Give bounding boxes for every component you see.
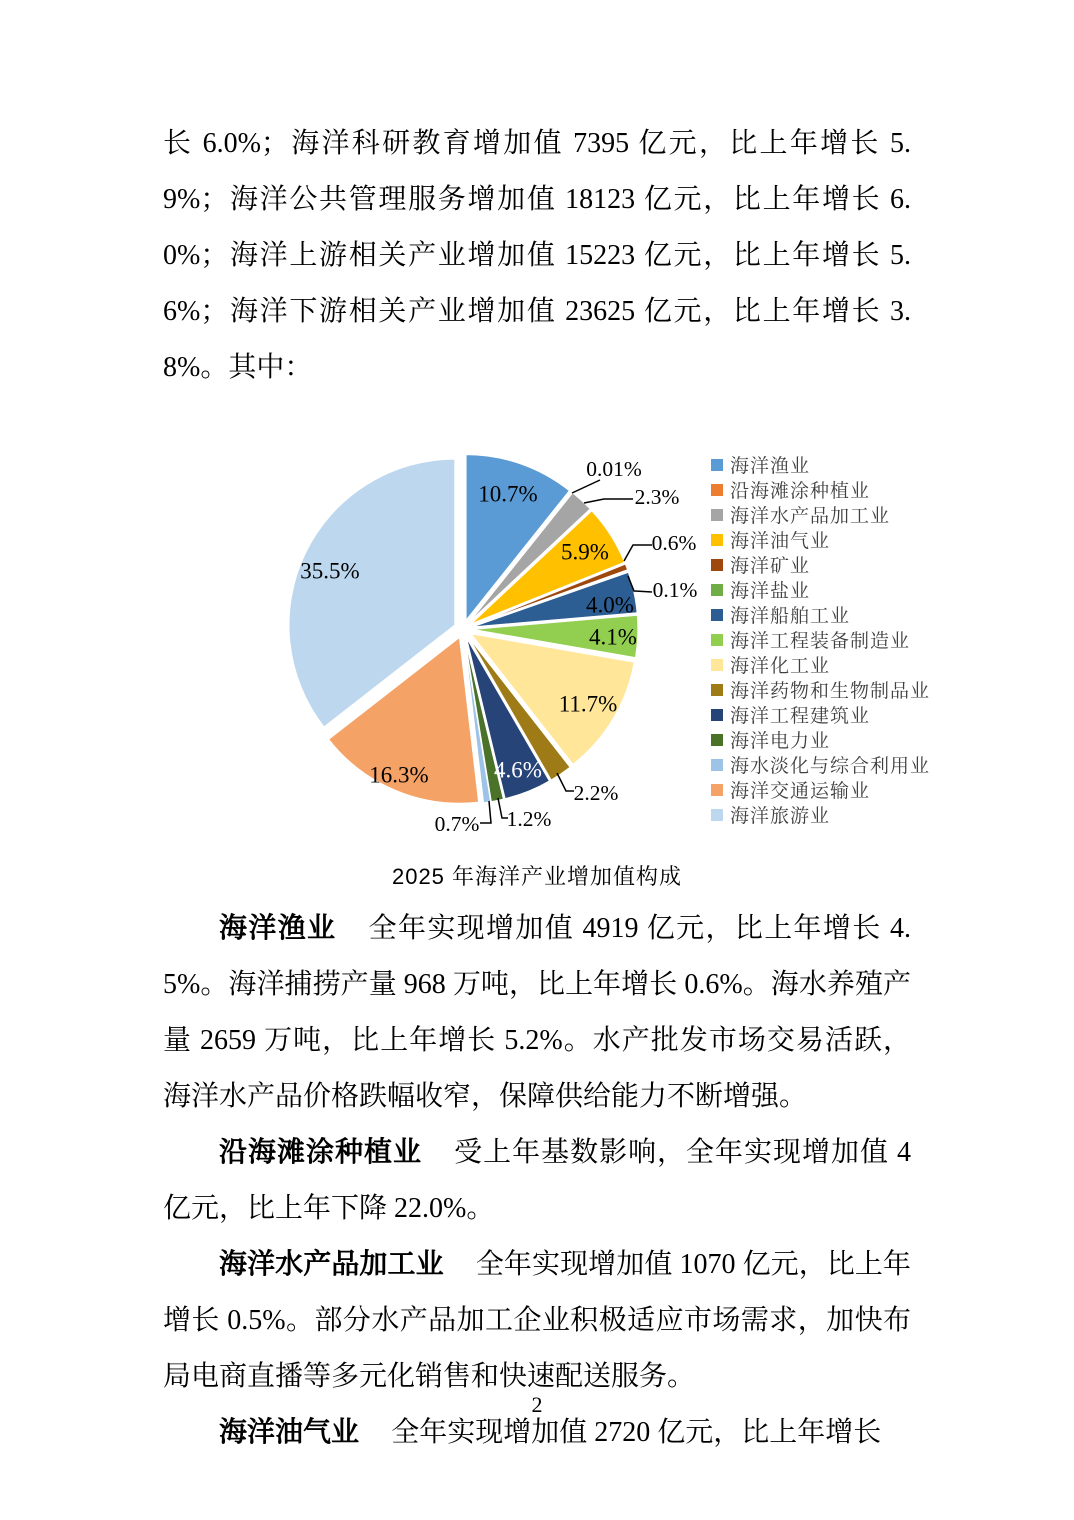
pie-label: 4.6% (494, 757, 542, 783)
legend-item-1 (711, 452, 930, 477)
legend-item-15 (711, 802, 930, 827)
legend-label: 海洋旅游业 (730, 806, 831, 827)
paragraph-3 (163, 1237, 911, 1405)
legend-swatch-icon (711, 659, 723, 671)
leader-line (624, 545, 652, 561)
pie-label: 1.2% (506, 806, 552, 831)
pie-label: 11.7% (558, 691, 618, 717)
legend-item-14 (711, 777, 930, 802)
legend-swatch-icon (711, 459, 723, 471)
pie-label: 0.1% (652, 577, 698, 602)
legend-swatch-icon (711, 809, 723, 821)
legend-label: 海洋油气业 (730, 531, 831, 552)
chart-row (163, 444, 931, 844)
legend-label: 沿海滩涂种植业 (730, 481, 871, 502)
paragraph-lead: 海洋渔业 (219, 913, 337, 944)
legend-label: 海洋药物和生物制品业 (730, 681, 931, 702)
legend-item-2 (711, 477, 930, 502)
legend-swatch-icon (711, 684, 723, 696)
chart-legend (711, 444, 930, 827)
legend-swatch-icon (711, 759, 723, 771)
legend-item-7 (711, 602, 930, 627)
legend-label: 海洋电力业 (730, 731, 831, 752)
page-number: 2 (531, 1392, 543, 1417)
intro-paragraph: 长 6.0%；海洋科研教育增加值 7395 亿元，比上年增长 5.9%；海洋公共管理服务增加值 18123 亿元，比上年增长 6.0%；海洋上游相关产业增加值 15223 亿元，比上年增长 5.6%；海洋下游相关产业增加值 23625 亿元，比上年增长 3.8%。其中： (163, 128, 911, 383)
pie-label: 4.0% (586, 592, 634, 618)
legend-swatch-icon (711, 709, 723, 721)
pie-label: 0.6% (651, 530, 697, 555)
legend-label: 海洋工程装备制造业 (730, 631, 911, 652)
legend-label: 海洋交通运输业 (730, 781, 871, 802)
legend-label: 海洋矿业 (730, 556, 811, 577)
pie-chart-block (163, 444, 931, 891)
pie-label: 2.3% (634, 484, 680, 509)
legend-item-4 (711, 527, 930, 552)
legend-item-8 (711, 627, 930, 652)
pie-label: 5.9% (561, 539, 609, 565)
paragraph-text: 受上年基数影响，全年实现增加值 4 亿元，比上年下降 22.0%。 (163, 1137, 911, 1224)
pie-label: 16.3% (369, 762, 429, 788)
legend-item-9 (711, 652, 930, 677)
legend-item-5 (711, 552, 930, 577)
legend-item-13 (711, 752, 930, 777)
paragraph-text: 全年实现增加值 1070 亿元，比上年增长 0.5%。部分水产品加工企业积极适应市场需求，加快布局电商直播等多元化销售和快速配送服务。 (163, 1249, 911, 1392)
pie-label: 0.01% (586, 456, 642, 481)
leader-line (557, 773, 574, 791)
pie-label: 2.2% (573, 780, 619, 805)
legend-swatch-icon (711, 734, 723, 746)
legend-swatch-icon (711, 559, 723, 571)
legend-swatch-icon (711, 634, 723, 646)
paragraph-lead: 海洋油气业 (219, 1417, 360, 1448)
legend-label: 海洋水产品加工业 (730, 506, 891, 527)
legend-swatch-icon (711, 534, 723, 546)
legend-label: 海洋渔业 (730, 456, 811, 477)
legend-swatch-icon (711, 609, 723, 621)
legend-label: 海洋工程建筑业 (730, 706, 871, 727)
legend-label: 海水淡化与综合利用业 (730, 756, 931, 777)
legend-label: 海洋盐业 (730, 581, 811, 602)
pie-label: 0.7% (434, 811, 480, 836)
paragraph-text: 全年实现增加值 2720 亿元，比上年增长 (391, 1417, 882, 1448)
legend-item-12 (711, 727, 930, 752)
legend-item-11 (711, 702, 930, 727)
legend-swatch-icon (711, 784, 723, 796)
paragraph-2 (163, 1125, 911, 1237)
legend-item-3 (711, 502, 930, 527)
leader-line (480, 801, 491, 823)
paragraph-lead: 海洋水产品加工业 (219, 1249, 444, 1280)
paragraph-1 (163, 901, 911, 1125)
leader-line (584, 499, 633, 503)
leader-line (572, 480, 600, 493)
pie-label: 4.1% (589, 624, 637, 650)
legend-swatch-icon (711, 584, 723, 596)
pie-chart (163, 444, 703, 844)
legend-item-6 (711, 577, 930, 602)
legend-label: 海洋船舶工业 (730, 606, 851, 627)
paragraph-text: 全年实现增加值 4919 亿元，比上年增长 4.5%。海洋捕捞产量 968 万吨，比上年增长 0.6%。海水养殖产量 2659 万吨，比上年增长 5.2%。水产批发市场交易活跃，海洋水产品价格跌幅收窄，保障供给能力不断增强。 (163, 913, 911, 1112)
legend-swatch-icon (711, 484, 723, 496)
body-paragraphs (163, 901, 911, 1461)
chart-title: 2025 年海洋产业增加值构成 (391, 864, 683, 889)
paragraph-lead: 沿海滩涂种植业 (219, 1137, 422, 1168)
pie-label: 10.7% (478, 481, 538, 507)
legend-label: 海洋化工业 (730, 656, 831, 677)
pie-label: 35.5% (300, 558, 360, 584)
legend-item-10 (711, 677, 930, 702)
legend-swatch-icon (711, 509, 723, 521)
